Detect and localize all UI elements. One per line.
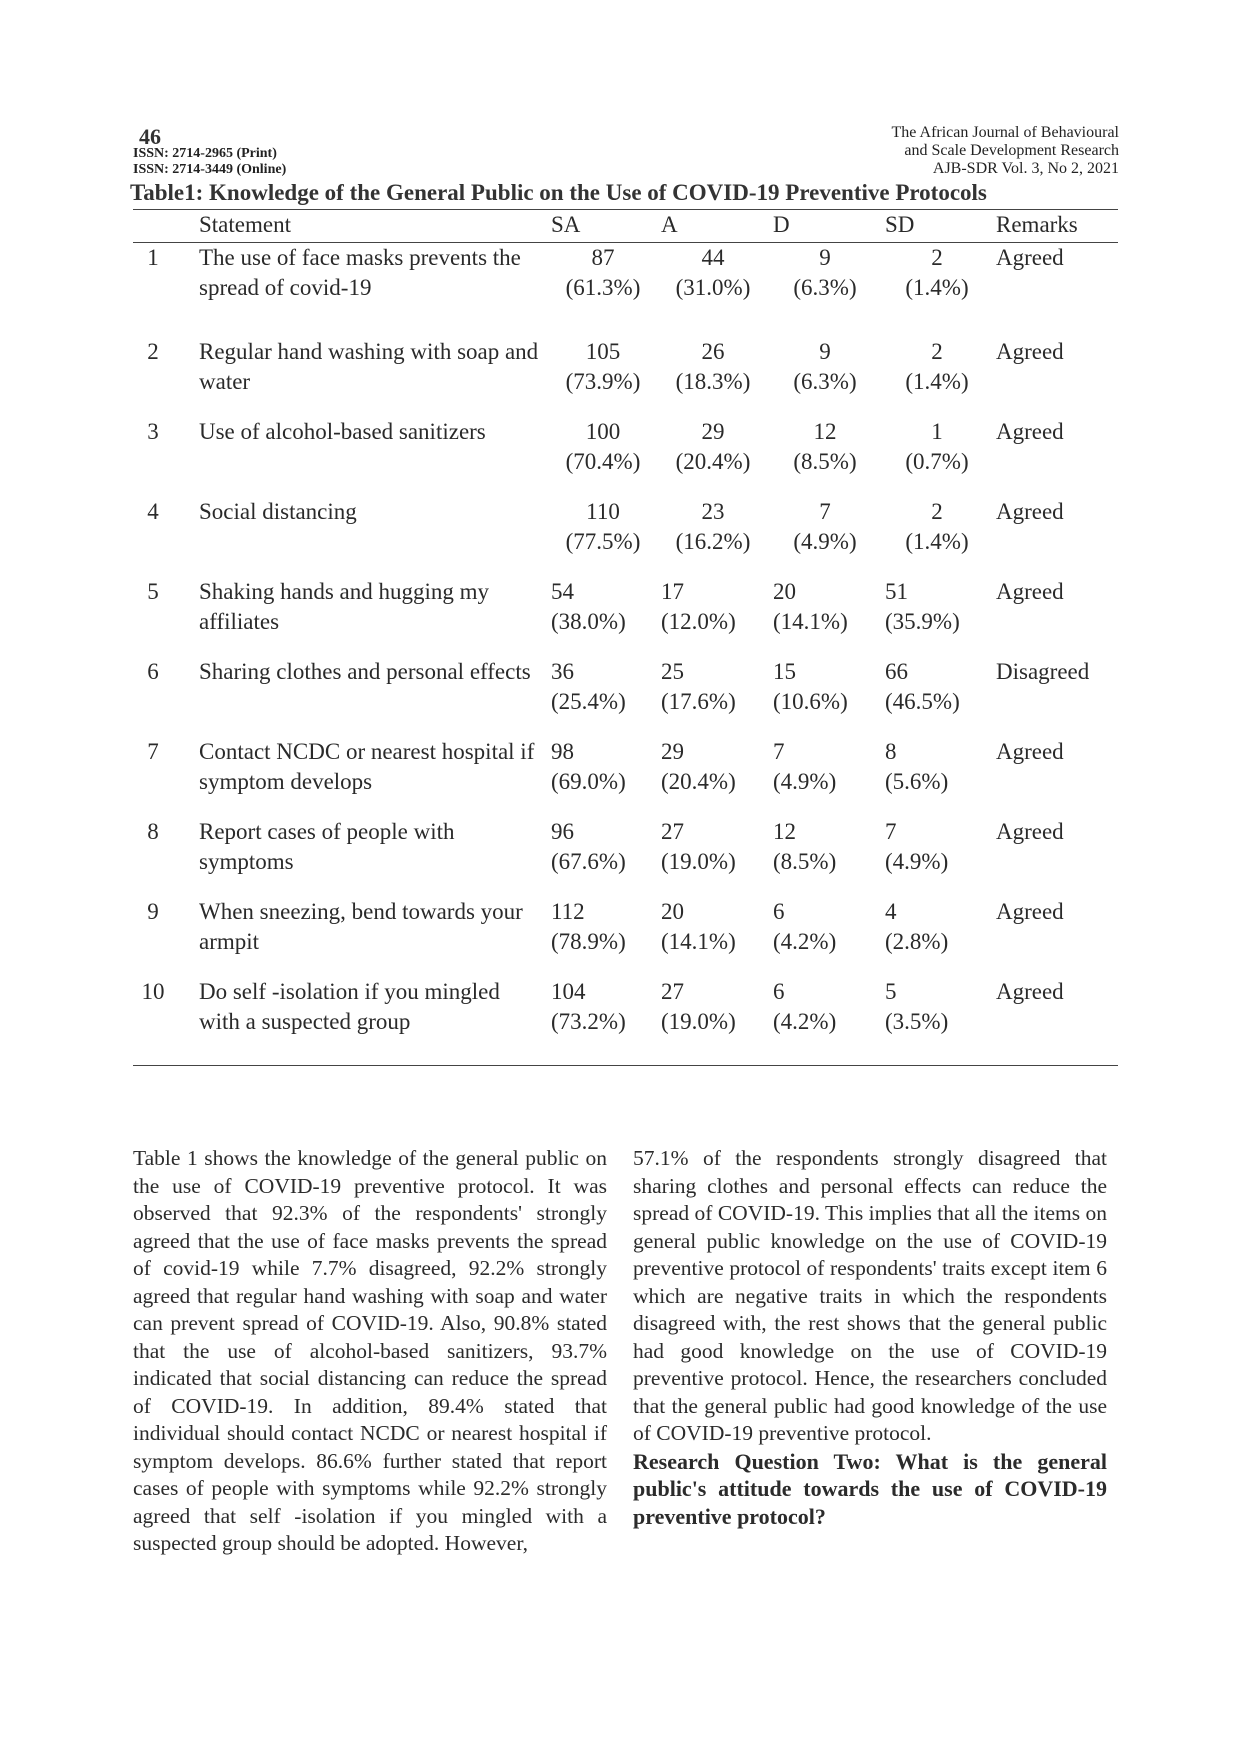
row-remarks: Agreed — [996, 899, 1064, 924]
d-percent: (4.9%) — [773, 769, 837, 794]
cell-sd — [885, 817, 989, 877]
sa-count: 104 — [551, 979, 586, 1004]
table-row — [133, 817, 1118, 897]
right-column — [633, 1145, 1107, 1530]
cell-sd — [885, 657, 989, 717]
row-number: 6 — [147, 659, 159, 684]
d-count: 20 — [773, 579, 796, 604]
row-statement: Use of alcohol-based sanitizers — [199, 419, 486, 444]
d-percent: (4.9%) — [793, 529, 857, 554]
a-percent: (20.4%) — [675, 449, 751, 474]
sa-percent: (77.5%) — [565, 529, 641, 554]
row-statement: Do self -isolation if you mingled with a suspected group — [199, 979, 500, 1034]
sd-count: 5 — [885, 979, 897, 1004]
header-remarks: Remarks — [996, 212, 1078, 237]
cell-sd — [885, 977, 989, 1037]
table-body — [133, 243, 1118, 1065]
d-percent: (14.1%) — [773, 609, 848, 634]
cell-a — [661, 497, 765, 557]
row-number: 8 — [147, 819, 159, 844]
d-percent: (6.3%) — [793, 275, 857, 300]
a-percent: (18.3%) — [675, 369, 751, 394]
sa-count: 98 — [551, 739, 574, 764]
sd-count: 7 — [885, 819, 897, 844]
cell-a — [661, 897, 765, 957]
a-percent: (31.0%) — [675, 275, 751, 300]
sa-percent: (73.2%) — [551, 1009, 626, 1034]
cell-a — [661, 657, 765, 717]
sa-percent: (70.4%) — [565, 449, 641, 474]
row-statement: When sneezing, bend towards your armpit — [199, 899, 523, 954]
cell-sd — [885, 577, 989, 637]
table-title: Table1: Knowledge of the General Public on the Use of COVID-19 Preventive Protocols — [130, 180, 987, 205]
cell-d — [773, 577, 877, 637]
sd-percent: (35.9%) — [885, 609, 960, 634]
row-remarks: Agreed — [996, 979, 1064, 1004]
cell-d — [773, 243, 877, 303]
cell-sd — [885, 417, 989, 477]
sd-percent: (2.8%) — [885, 929, 949, 954]
table-row — [133, 243, 1118, 337]
table-row — [133, 657, 1118, 737]
journal-volume: AJB-SDR Vol. 3, No 2, 2021 — [932, 160, 1119, 177]
sd-count: 2 — [931, 339, 943, 364]
d-count: 9 — [819, 339, 831, 364]
sd-count: 4 — [885, 899, 897, 924]
cell-sa — [551, 977, 655, 1037]
d-percent: (4.2%) — [773, 1009, 837, 1034]
table-row — [133, 337, 1118, 417]
sd-percent: (1.4%) — [905, 529, 969, 554]
sa-count: 87 — [591, 245, 615, 270]
d-count: 12 — [773, 819, 796, 844]
sd-count: 51 — [885, 579, 908, 604]
sa-count: 96 — [551, 819, 574, 844]
cell-sa — [551, 657, 655, 717]
cell-sa — [551, 243, 655, 303]
cell-d — [773, 977, 877, 1037]
a-percent: (16.2%) — [675, 529, 751, 554]
row-statement: Contact NCDC or nearest hospital if symptom develops — [199, 739, 535, 794]
row-number: 9 — [147, 899, 159, 924]
table-row — [133, 417, 1118, 497]
sd-count: 2 — [931, 499, 943, 524]
cell-sd — [885, 497, 989, 557]
header-d: D — [773, 212, 790, 237]
sa-percent: (61.3%) — [565, 275, 641, 300]
d-percent: (8.5%) — [793, 449, 857, 474]
row-statement: The use of face masks prevents the spread of covid-19 — [199, 245, 521, 300]
issn-print: ISSN: 2714-2965 (Print) — [133, 146, 277, 161]
page-number: 46 — [139, 124, 161, 149]
cell-d — [773, 497, 877, 557]
a-percent: (19.0%) — [661, 849, 736, 874]
a-count: 29 — [701, 419, 725, 444]
cell-a — [661, 417, 765, 477]
d-count: 6 — [773, 899, 785, 924]
d-percent: (6.3%) — [793, 369, 857, 394]
cell-sd — [885, 737, 989, 797]
left-column-paragraph: Table 1 shows the knowledge of the general public on the use of COVID-19 preventive protocol. It was observed that 92.3% of the respondents' strongly agreed that the use of face masks prevents the spread of covid-19 while 7.7% disagreed, 92.2% strongly agreed that regular hand washing with soap and water can prevent spread of COVID-19. Also, 90.8% stated that the use of alcohol-based sanitizers, 93.7% indicated that social distancing can reduce the spread of COVID-19. In addition, 89.4% stated that individual should contact NCDC or nearest hospital if symptom develops. 86.6% further stated that report cases of people with symptoms while 92.2% strongly agreed that self -isolation if you mingled with a suspected group should be adopted. However, — [133, 1146, 607, 1555]
cell-sd — [885, 897, 989, 957]
sd-count: 1 — [931, 419, 943, 444]
cell-d — [773, 897, 877, 957]
a-count: 25 — [661, 659, 684, 684]
row-number: 4 — [147, 499, 159, 524]
cell-sa — [551, 817, 655, 877]
cell-sa — [551, 417, 655, 477]
cell-sa — [551, 577, 655, 637]
issn-online: ISSN: 2714-3449 (Online) — [133, 162, 287, 177]
cell-a — [661, 817, 765, 877]
cell-a — [661, 577, 765, 637]
a-percent: (20.4%) — [661, 769, 736, 794]
cell-a — [661, 243, 765, 303]
cell-d — [773, 337, 877, 397]
row-number: 2 — [147, 339, 159, 364]
sd-count: 66 — [885, 659, 908, 684]
right-column-paragraph: 57.1% of the respondents strongly disagreed that sharing clothes and personal effects can reduce the spread of COVID-19. This implies that all the items on general public knowledge on the use of COVID-19 preventive protocol of respondents' traits except item 6 which are negative traits in which the respondents disagreed with, the rest shows that the general public had good knowledge on the use of COVID-19 preventive protocol. Hence, the researchers concluded that the general public had good knowledge of the use of COVID-19 preventive protocol. — [633, 1146, 1107, 1445]
row-remarks: Agreed — [996, 739, 1064, 764]
a-count: 17 — [661, 579, 684, 604]
sd-percent: (1.4%) — [905, 275, 969, 300]
sd-percent: (0.7%) — [905, 449, 969, 474]
sa-percent: (38.0%) — [551, 609, 626, 634]
a-percent: (19.0%) — [661, 1009, 736, 1034]
sa-count: 36 — [551, 659, 574, 684]
cell-d — [773, 817, 877, 877]
row-number: 3 — [147, 419, 159, 444]
sd-count: 2 — [931, 245, 943, 270]
table-row — [133, 737, 1118, 817]
journal-name-line1: The African Journal of Behavioural — [891, 124, 1119, 141]
d-percent: (8.5%) — [773, 849, 837, 874]
a-count: 27 — [661, 979, 684, 1004]
cell-d — [773, 737, 877, 797]
sa-count: 110 — [586, 499, 620, 524]
row-remarks: Agreed — [996, 419, 1064, 444]
cell-d — [773, 417, 877, 477]
header-a: A — [661, 212, 678, 237]
table-row — [133, 897, 1118, 977]
table-row — [133, 497, 1118, 577]
header-sa: SA — [551, 212, 581, 237]
journal-header — [892, 124, 1119, 178]
sd-count: 8 — [885, 739, 897, 764]
sd-percent: (5.6%) — [885, 769, 949, 794]
sa-percent: (69.0%) — [551, 769, 626, 794]
a-count: 20 — [661, 899, 684, 924]
a-count: 27 — [661, 819, 684, 844]
a-count: 44 — [701, 245, 725, 270]
sd-percent: (4.9%) — [885, 849, 949, 874]
row-number: 5 — [147, 579, 159, 604]
table-row — [133, 577, 1118, 657]
sa-percent: (78.9%) — [551, 929, 626, 954]
d-count: 6 — [773, 979, 785, 1004]
cell-sa — [551, 337, 655, 397]
d-count: 7 — [819, 499, 831, 524]
row-number: 7 — [147, 739, 159, 764]
row-remarks: Agreed — [996, 819, 1064, 844]
row-statement: Social distancing — [199, 499, 357, 524]
cell-sd — [885, 243, 989, 303]
a-count: 26 — [701, 339, 725, 364]
journal-name-line2: and Scale Development Research — [904, 142, 1119, 159]
table-row — [133, 977, 1118, 1065]
a-count: 29 — [661, 739, 684, 764]
cell-a — [661, 737, 765, 797]
row-remarks: Agreed — [996, 579, 1064, 604]
d-count: 9 — [819, 245, 831, 270]
research-question-heading: Research Question Two: What is the general public's attitude towards the use of COVID-19 preventive protocol? — [633, 1448, 1107, 1529]
sa-count: 100 — [585, 419, 621, 444]
sa-count: 105 — [585, 339, 621, 364]
header-statement: Statement — [199, 212, 291, 237]
cell-sa — [551, 497, 655, 557]
cell-sa — [551, 897, 655, 957]
sd-percent: (46.5%) — [885, 689, 960, 714]
d-percent: (4.2%) — [773, 929, 837, 954]
row-remarks: Agreed — [996, 339, 1064, 364]
cell-sd — [885, 337, 989, 397]
a-percent: (17.6%) — [661, 689, 736, 714]
row-statement: Shaking hands and hugging my affiliates — [199, 579, 490, 634]
d-count: 12 — [813, 419, 837, 444]
d-percent: (10.6%) — [773, 689, 848, 714]
a-count: 23 — [701, 499, 725, 524]
row-statement: Sharing clothes and personal effects — [199, 659, 531, 684]
sa-percent: (73.9%) — [565, 369, 641, 394]
sa-count: 54 — [551, 579, 574, 604]
sa-count: 112 — [551, 899, 585, 924]
d-count: 7 — [773, 739, 785, 764]
row-number: 1 — [147, 245, 159, 270]
cell-a — [661, 337, 765, 397]
row-statement: Regular hand washing with soap and water — [199, 339, 539, 394]
sd-percent: (1.4%) — [905, 369, 969, 394]
d-count: 15 — [773, 659, 796, 684]
cell-a — [661, 977, 765, 1037]
cell-sa — [551, 737, 655, 797]
a-percent: (12.0%) — [661, 609, 736, 634]
sa-percent: (25.4%) — [551, 689, 626, 714]
table-header-row — [133, 210, 1118, 243]
knowledge-table — [133, 209, 1118, 1066]
row-remarks: Disagreed — [996, 659, 1090, 684]
row-statement: Report cases of people with symptoms — [199, 819, 455, 874]
page-header-left — [133, 124, 287, 178]
header-sd: SD — [885, 212, 915, 237]
sa-percent: (67.6%) — [551, 849, 626, 874]
cell-d — [773, 657, 877, 717]
sd-percent: (3.5%) — [885, 1009, 949, 1034]
row-remarks: Agreed — [996, 499, 1064, 524]
row-remarks: Agreed — [996, 245, 1064, 270]
a-percent: (14.1%) — [661, 929, 736, 954]
row-number: 10 — [141, 979, 165, 1004]
